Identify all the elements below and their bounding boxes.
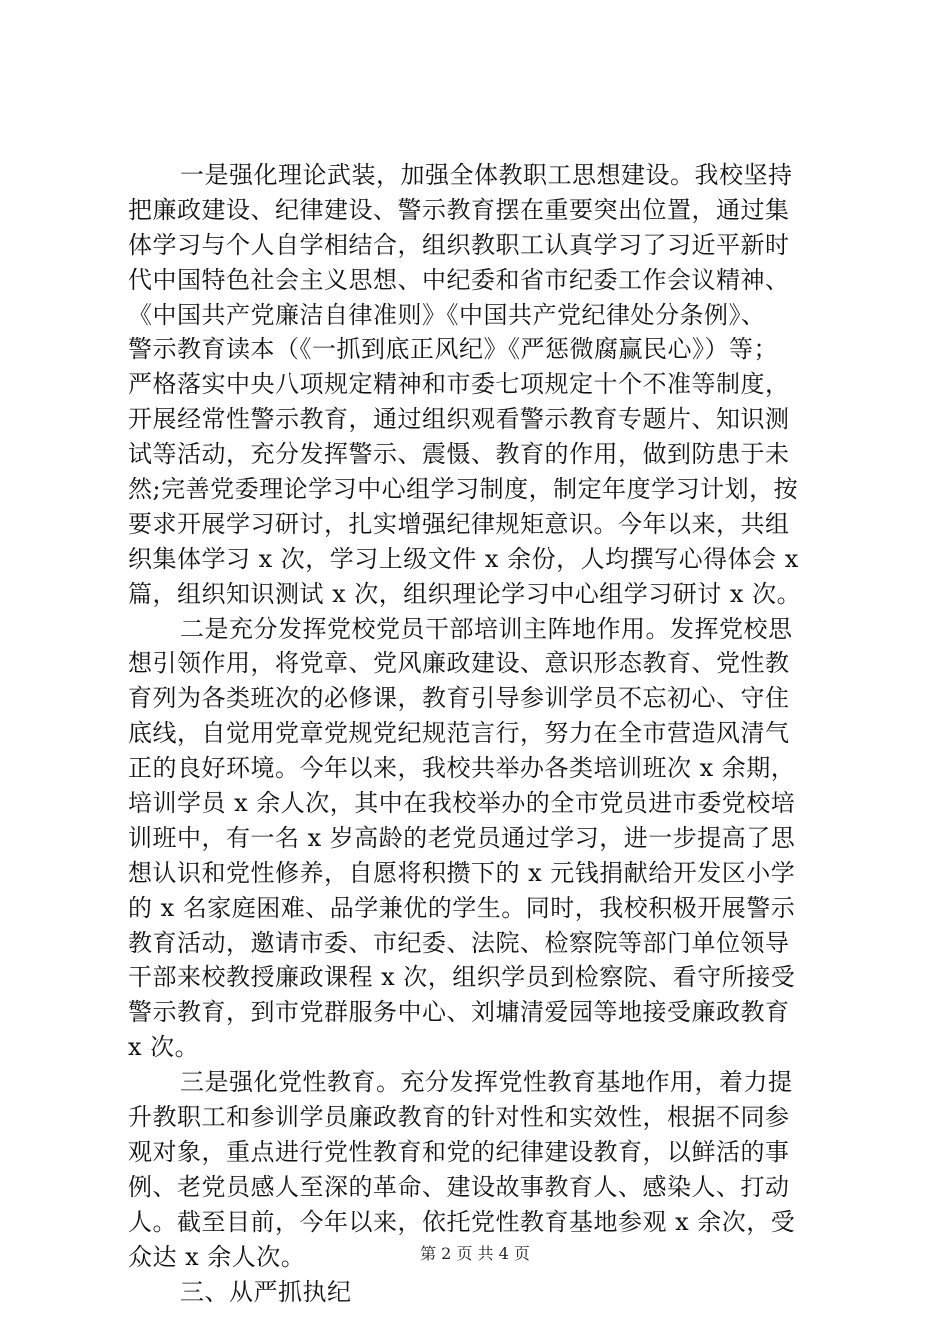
- paragraph-3-line-1: 三是强化党性教育。充分发挥党性教育基地作用，着力提: [180, 1068, 793, 1097]
- paragraph-1-line-5: 《中国共产党廉洁自律准则》《中国共产党纪律处分条例》、: [128, 300, 766, 329]
- paragraph-1-line-12: 织集体学习 x 次，学习上级文件 x 余份，人均撰写心得体会 x: [128, 544, 799, 573]
- paragraph-1-line-13: 篇，组织知识测试 x 次，组织理论学习中心组学习研讨 x 次。: [128, 579, 802, 608]
- paragraph-3-line-5: 人。截至目前，今年以来，依托党性教育基地参观 x 余次，受: [128, 1207, 796, 1236]
- paragraph-2-line-4: 底线，自觉用党章党规党纪规范言行，努力在全市营造风清气: [128, 719, 790, 748]
- paragraph-2-line-13: x 次。: [128, 1033, 200, 1062]
- paragraph-1-line-2: 把廉政建设、纪律建设、警示教育摆在重要突出位置，通过集: [128, 195, 790, 224]
- paragraph-2-line-8: 想认识和党性修养，自愿将积攒下的 x 元钱捐献给开发区小学: [128, 858, 796, 887]
- paragraph-1-line-8: 开展经常性警示教育，通过组织观看警示教育专题片、知识测: [128, 405, 790, 434]
- paragraph-3-line-3: 观对象，重点进行党性教育和党的纪律建设教育，以鲜活的事: [128, 1137, 790, 1166]
- paragraph-2-line-3: 育列为各类班次的必修课，教育引导参训学员不忘初心、守住: [128, 684, 790, 713]
- paragraph-1-line-9: 试等活动，充分发挥警示、震慑、教育的作用，做到防患于未: [128, 440, 790, 469]
- page-number-footer: 第 2 页 共 4 页: [420, 1244, 530, 1263]
- paragraph-1-line-4: 代中国特色社会主义思想、中纪委和省市纪委工作会议精神、: [128, 265, 790, 294]
- paragraph-2-line-7: 训班中，有一名 x 岁高龄的老党员通过学习，进一步提高了思: [128, 823, 796, 852]
- paragraph-2-line-5: 正的良好环境。今年以来，我校共举办各类培训班次 x 余期，: [128, 754, 796, 783]
- paragraph-2-line-1: 二是充分发挥党校党员干部培训主阵地作用。发挥党校思: [180, 614, 793, 643]
- paragraph-1-line-11: 要求开展学习研讨，扎实增强纪律规矩意识。今年以来，共组: [128, 509, 790, 538]
- paragraph-2-line-10: 教育活动，邀请市委、市纪委、法院、检察院等部门单位领导: [128, 928, 790, 957]
- paragraph-1-line-6: 警示教育读本（《一抓到底正风纪》《严惩微腐赢民心》）等；: [128, 335, 778, 364]
- paragraph-2-line-6: 培训学员 x 余人次，其中在我校举办的全市党员进市委党校培: [128, 789, 796, 818]
- paragraph-2-line-9: 的 x 名家庭困难、品学兼优的学生。同时，我校积极开展警示: [128, 893, 796, 922]
- paragraph-1-line-3: 体学习与个人自学相结合，组织教职工认真学习了习近平新时: [128, 230, 790, 259]
- paragraph-1-line-10: 然;完善党委理论学习中心组学习制度，制定年度学习计划，按: [128, 475, 799, 504]
- paragraph-1-line-7: 严格落实中央八项规定精神和市委七项规定十个不准等制度，: [128, 370, 790, 399]
- paragraph-3-line-6: 众达 x 余人次。: [128, 1242, 306, 1271]
- paragraph-2-line-12: 警示教育，到市党群服务中心、刘墉清爱园等地接受廉政教育: [128, 998, 790, 1027]
- paragraph-2-line-2: 想引领作用，将党章、党风廉政建设、意识形态教育、党性教: [128, 649, 790, 678]
- paragraph-1-line-1: 一是强化理论武装，加强全体教职工思想建设。我校坚持: [180, 161, 793, 189]
- document-body: [128, 158, 828, 1309]
- paragraph-2-line-11: 干部来校教授廉政课程 x 次，组织学员到检察院、看守所接受: [128, 963, 796, 992]
- paragraph-3-line-4: 例、老党员感人至深的革命、建设故事教育人、感染人、打动: [128, 1172, 790, 1201]
- section-heading: 三、从严抓执纪: [180, 1277, 352, 1306]
- paragraph-3-line-2: 升教职工和参训学员廉政教育的针对性和实效性，根据不同参: [128, 1103, 790, 1132]
